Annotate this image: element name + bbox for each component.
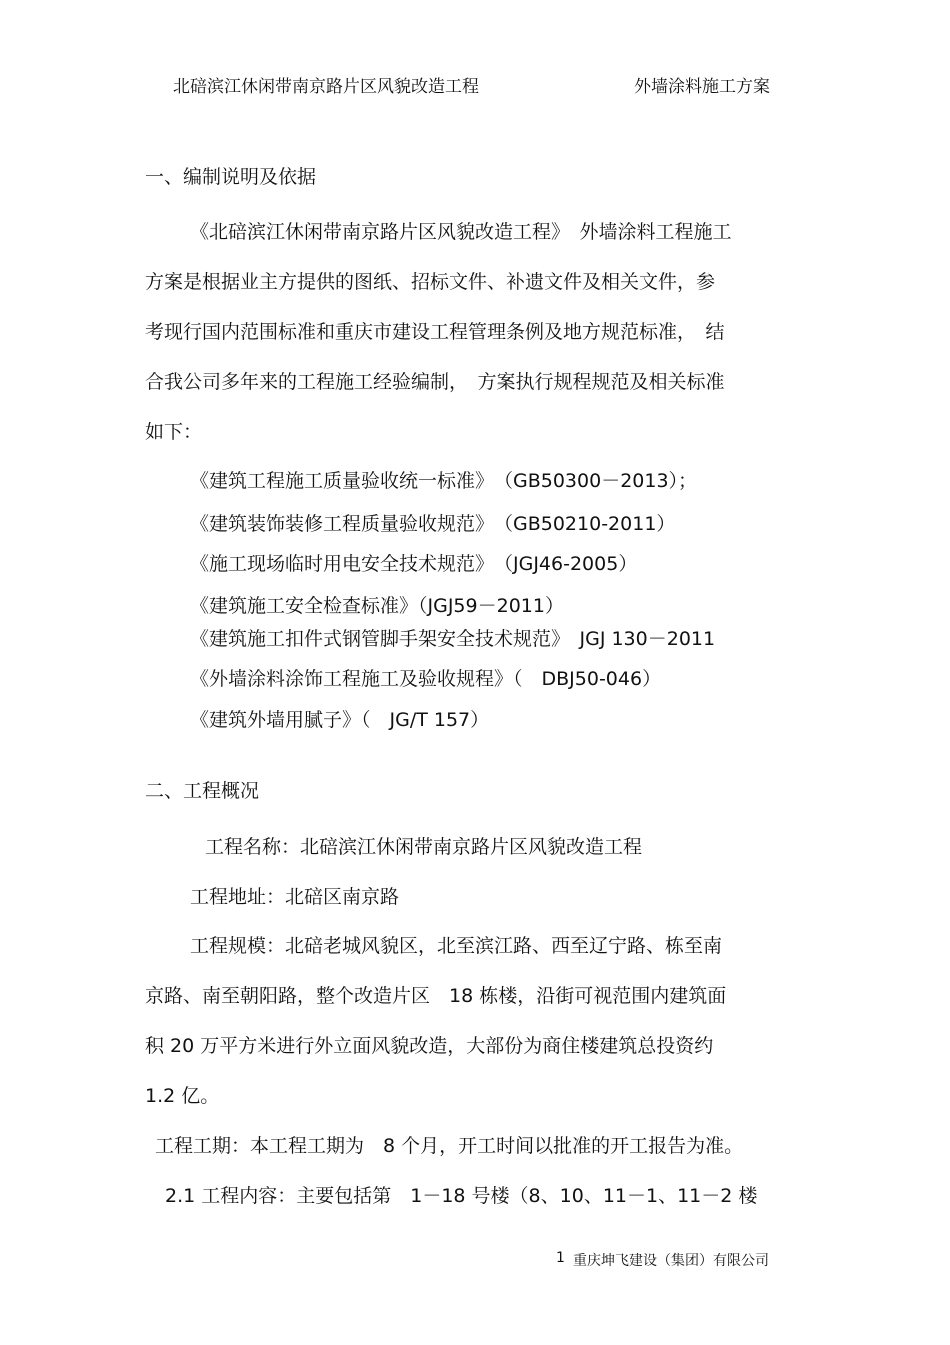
project-address-line: 工程地址：北碚区南京路 bbox=[190, 886, 400, 908]
project-scale-line: 京路、南至朝阳路，整个改造片区 18 栋楼，沿街可视范围内建筑面 bbox=[145, 985, 727, 1007]
project-period-line: 工程工期：本工程工期为 8 个月，开工时间以批准的开工报告为准。 bbox=[155, 1135, 744, 1157]
standard-item: 《建筑外墙用腻子》（ JG/T 157） bbox=[190, 709, 490, 731]
standard-item: 《建筑施工扣件式钢管脚手架安全技术规范》 JGJ 130－2011 bbox=[190, 628, 716, 650]
section1-para-line: 方案是根据业主方提供的图纸、招标文件、补遗文件及相关文件，参 bbox=[145, 271, 716, 293]
standard-item: 《建筑施工安全检查标准》（JGJ59－2011） bbox=[190, 595, 564, 617]
project-scale-line: 积 20 万平方米进行外立面风貌改造，大部份为商住楼建筑总投资约 bbox=[145, 1035, 714, 1057]
standard-item: 《建筑装饰装修工程质量验收规范》 （GB50210-2011） bbox=[190, 513, 676, 535]
header-project-name: 北碚滨江休闲带南京路片区风貌改造工程 bbox=[173, 77, 479, 97]
section1-heading: 一、编制说明及依据 bbox=[145, 166, 317, 188]
header-doc-title: 外墙涂料施工方案 bbox=[634, 77, 770, 97]
project-scale-line: 工程规模：北碚老城风貌区，北至滨江路、西至辽宁路、栋至南 bbox=[190, 935, 723, 957]
section1-para-line: 合我公司多年来的工程施工经验编制， 方案执行规程规范及相关标准 bbox=[145, 371, 725, 393]
section1-para-line: 考现行国内范围标准和重庆市建设工程管理条例及地方规范标准， 结 bbox=[145, 321, 725, 343]
project-content-line: 2.1 工程内容：主要包括第 1－18 号楼（8、10、11－1、11－2 楼 bbox=[165, 1185, 758, 1207]
section1-para-line: 如下： bbox=[145, 421, 203, 443]
standard-item: 《施工现场临时用电安全技术规范》 （JGJ46-2005） bbox=[190, 553, 638, 575]
section1-para-line: 《北碚滨江休闲带南京路片区风貌改造工程》 外墙涂料工程施工 bbox=[190, 221, 732, 243]
project-scale-line: 1.2 亿。 bbox=[145, 1085, 220, 1107]
section2-heading: 二、工程概况 bbox=[145, 780, 260, 802]
page-number: 1 bbox=[556, 1250, 565, 1266]
standard-item: 《外墙涂料涂饰工程施工及验收规程》（ DBJ50-046） bbox=[190, 668, 662, 690]
standard-item: 《建筑工程施工质量验收统一标准》 （GB50300－2013）； bbox=[190, 470, 698, 492]
footer-company: 重庆坤飞建设（集团）有限公司 bbox=[573, 1253, 769, 1269]
project-name-line: 工程名称：北碚滨江休闲带南京路片区风貌改造工程 bbox=[205, 836, 643, 858]
